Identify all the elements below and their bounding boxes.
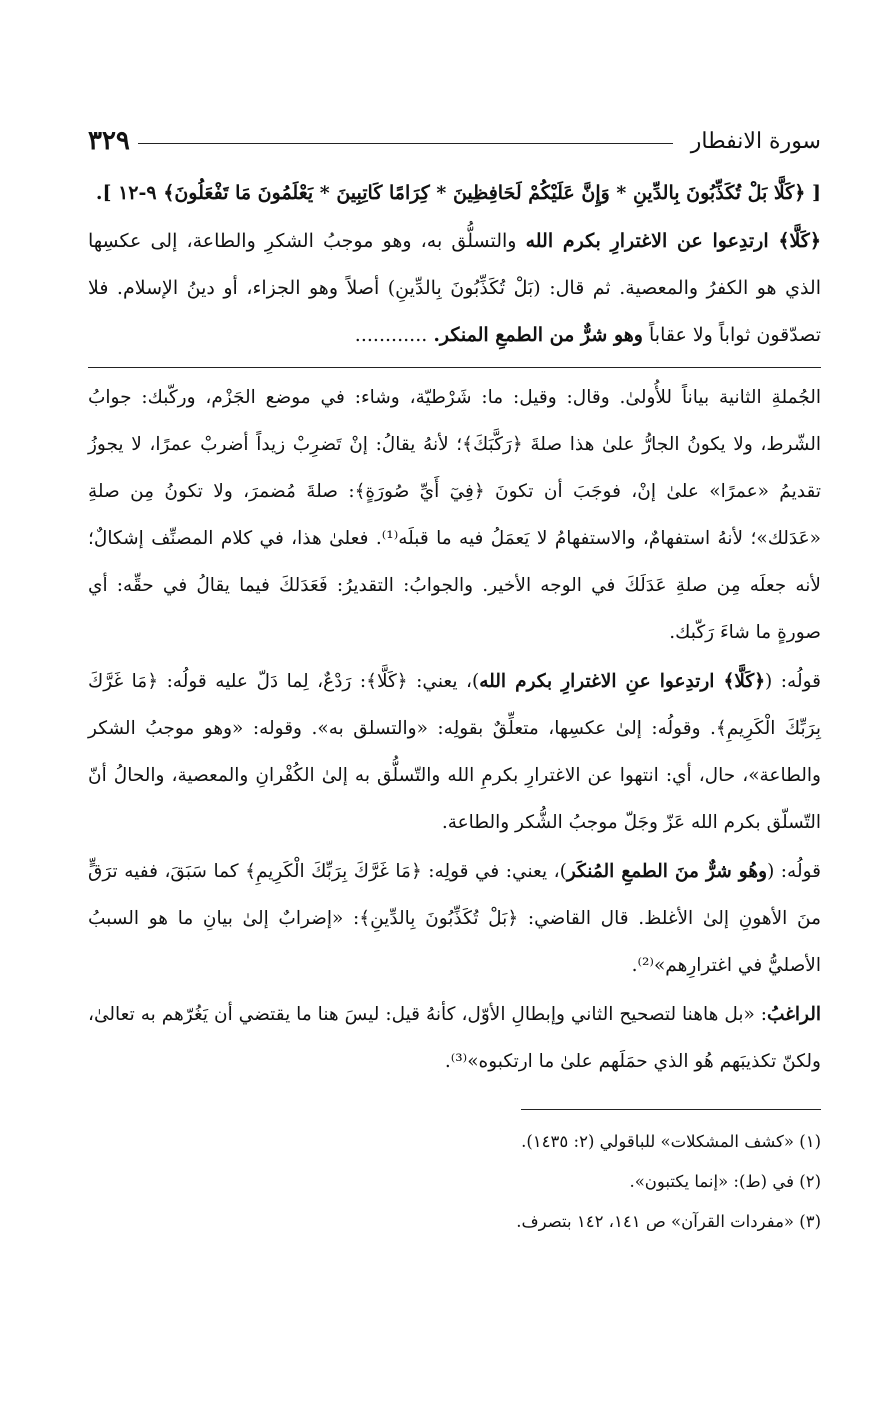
main-text-bold-end: وهو شرٌّ من الطمعِ المنكر. (433, 324, 643, 346)
commentary (88, 374, 821, 1085)
commentary-paragraph (88, 991, 821, 1085)
surah-title: سورة الانفطار (690, 128, 821, 154)
main-text (88, 218, 821, 359)
commentary-paragraph (88, 848, 821, 989)
header-rule (138, 143, 673, 144)
continuation-dots: ............ (354, 324, 434, 346)
author-name: الراغبُ (767, 1004, 821, 1025)
quoted-phrase: وهُو شرٌّ منَ الطمعِ المُنكَر (566, 861, 768, 882)
paragraph-text: قولُه: ( (767, 861, 821, 882)
paragraph-text: )، يعني: ﴿كَلَّا﴾: رَدْعٌ، لِما دَلّ عليه قولُه: ﴿مَا غَرَّكَ بِرَبِّكَ الْكَرِيمِ﴾. وقولُه: إلىٰ عكسِها، متعلِّقٌ بقولِه: «والتسلق به». وقوله: «وهو موجبُ الشكر والطاعة»، حال، أي: انتهوا عن الاغترارِ بكرمِ الله والتّسلُّق به إلىٰ الكُفْرانِ والمعصية، والحالُ أنّ التّسلّق بكرم الله عَزّ وجَلّ موجبُ الشُّكر والطاعة. (88, 671, 821, 833)
main-text-bold-start: ﴿كَلَّا﴾ ارتدِعوا عن الاغترارِ بكرم الله (525, 230, 821, 252)
footnotes (88, 1122, 821, 1242)
quoted-phrase: ﴿كَلَّا﴾ ارتدِعوا عنِ الاغترارِ بكرم الله (479, 671, 766, 692)
main-text-line1: والتسلُّق به، وهو موجبُ الشكرِ والطاعة، (186, 230, 526, 252)
footnote-2: (٢) في (ط): «إنما يكتبون». (629, 1172, 821, 1191)
commentary-paragraph: الجُملةِ الثانية بياناً للأُولىٰ. وقال: وقيل: ما: شَرْطيّة، وشاء: في موضع الجَزْم، وركّبك: جوابُ الشّرط، ولا يكونُ الجارُّ علىٰ هذا صلةَ ﴿رَكَّبَكَ﴾؛ لأنهُ يقالُ: إنْ تَضرِبْ زيداً أضربْ عمرًا، لا يجوزُ تقديمُ «عمرًا» علىٰ إنْ، فوجَبَ أن تكونَ ﴿فِيٓ أَيِّ صُورَةٍ﴾: صلةَ مُضمرَ، ولا تكونُ مِن صلةِ «عَدَلك»؛ لأنهُ استفهامٌ، والاستفهامُ لا يَعمَلُ فيه ما قبلَه⁽¹⁾. فعلىٰ هذا، في كلام المصنِّف إشكالٌ؛ لأنه جعلَه مِن صلةِ عَدَلَكَ في الوجه الأخير. والجوابُ: التقديرُ: فَعَدَلكَ فيما يقالُ في حقِّه: أي صورةٍ ما شاءَ رَكّبك. (88, 387, 821, 643)
quran-verse: [ ﴿كَلَّا بَلْ تُكَذِّبُونَ بِالدِّينِ * وَإِنَّ عَلَيْكُمْ لَحَافِظِينَ * كِرَامًا كَاتِبِينَ * يَعْلَمُونَ مَا تَفْعَلُونَ﴾ ٩-١٢ ]. (95, 182, 821, 204)
page-header (88, 118, 821, 164)
paragraph-text: : «بل هاهنا لتصحيح الثاني وإبطالِ الأوّل، كأنهُ قيل: ليسَ هنا ما يقتضي أن يَغُرّهم به تعالىٰ، ولكنّ تكذيبَهم هُو الذي حمَلَهم علىٰ ما ارتكبوه»⁽³⁾. (88, 1004, 821, 1072)
paragraph-text: قولُه: ( (765, 671, 821, 692)
paragraph-text: )، يعني: في قولِه: ﴿مَا غَرَّكَ بِرَبِّكَ الْكَرِيمِ﴾ كما سَبَقَ، ففيه ترَقٍّ منَ الأهونِ إلىٰ الأغلظ. قال القاضي: ﴿بَلْ تُكَذِّبُونَ بِالدِّينِ﴾: «إضرابٌ إلىٰ بيانِ ما هو السببُ الأصليُّ في اغترارِهم»⁽²⁾. (88, 861, 821, 976)
section-divider (88, 367, 821, 368)
commentary-paragraph (88, 658, 821, 846)
main-text-line3: أو دينُ الإسلام. فلا تصدّقون ثواباً ولا عقاباً (88, 277, 821, 346)
footnote-rule (521, 1109, 821, 1110)
main-text-line2: إلى عكسِها الذي هو الكفرُ والمعصية. ثم قال: (بَلْ تُكَذِّبُونَ بِالدِّينِ) أصلاً وهو الجزاء، (88, 230, 821, 299)
document-page (88, 118, 821, 1242)
page-number: ٣٢٩ (88, 126, 130, 156)
footnote-1: (١) «كشف المشكلات» للباقولي (٢: ١٤٣٥). (521, 1132, 821, 1151)
footnote-3: (٣) «مفردات القرآن» ص ١٤١، ١٤٢ بتصرف. (516, 1212, 821, 1231)
